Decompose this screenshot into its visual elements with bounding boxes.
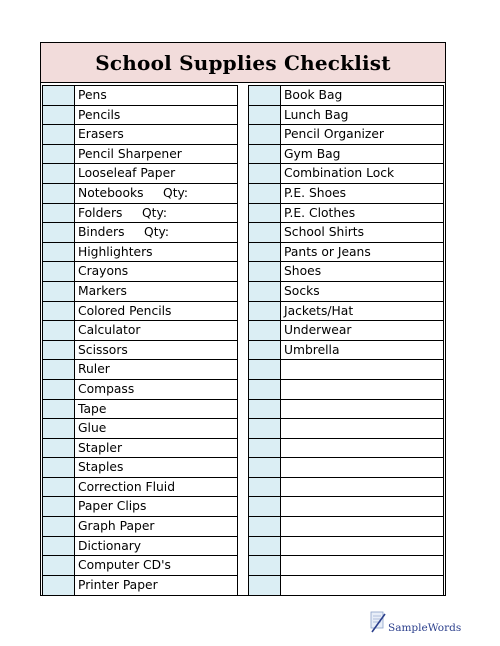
left-item-row <box>43 517 237 537</box>
right-item-row <box>249 262 443 282</box>
right-item-row <box>249 164 443 184</box>
left-item-row <box>43 400 237 420</box>
checkbox[interactable] <box>249 439 281 458</box>
checkbox[interactable] <box>43 497 75 516</box>
item-label <box>281 537 443 556</box>
checkbox[interactable] <box>249 517 281 536</box>
right-item-row <box>249 576 443 596</box>
checkbox[interactable] <box>249 145 281 164</box>
item-label: Paper Clips <box>78 499 147 514</box>
checkbox[interactable] <box>43 576 75 596</box>
right-item-row <box>249 302 443 322</box>
item-label: Notebooks Qty: <box>78 185 189 200</box>
right-item-row <box>249 497 443 517</box>
item-label: Socks <box>284 283 320 298</box>
left-item-row <box>43 556 237 576</box>
checkbox[interactable] <box>43 478 75 497</box>
item-label: Ruler <box>78 362 110 377</box>
item-label <box>281 439 443 458</box>
right-item-row <box>249 517 443 537</box>
checkbox[interactable] <box>43 243 75 262</box>
item-label <box>281 517 443 536</box>
item-label: Compass <box>78 381 135 396</box>
item-label: P.E. Shoes <box>284 185 347 200</box>
page-title: School Supplies Checklist <box>95 50 391 75</box>
item-label <box>281 419 443 438</box>
left-item-row <box>43 478 237 498</box>
right-item-row <box>249 184 443 204</box>
right-item-row <box>249 243 443 263</box>
item-label: Folders Qty: <box>78 205 167 220</box>
logo-text: SampleWords <box>388 622 462 634</box>
checkbox[interactable] <box>43 458 75 477</box>
checkbox[interactable] <box>249 164 281 183</box>
checkbox[interactable] <box>249 497 281 516</box>
checkbox[interactable] <box>43 556 75 575</box>
item-label: Underwear <box>284 323 352 338</box>
item-label: Glue <box>78 421 107 436</box>
checkbox[interactable] <box>43 204 75 223</box>
left-item-row <box>43 439 237 459</box>
left-item-row <box>43 184 237 204</box>
checkbox[interactable] <box>43 517 75 536</box>
right-item-row <box>249 145 443 165</box>
item-label: Colored Pencils <box>78 303 172 318</box>
checkbox[interactable] <box>249 380 281 399</box>
checkbox[interactable] <box>249 419 281 438</box>
right-item-row <box>249 86 443 106</box>
left-item-row <box>43 282 237 302</box>
item-label: Pencils <box>78 107 121 122</box>
checkbox[interactable] <box>249 537 281 556</box>
right-item-row <box>249 204 443 224</box>
left-item-row <box>43 497 237 517</box>
item-label <box>281 360 443 379</box>
checkbox[interactable] <box>249 282 281 301</box>
left-item-row <box>43 419 237 439</box>
checkbox[interactable] <box>249 184 281 203</box>
checkbox[interactable] <box>249 400 281 419</box>
checkbox[interactable] <box>43 145 75 164</box>
item-label: Pens <box>78 88 107 102</box>
checkbox[interactable] <box>249 556 281 575</box>
item-label <box>281 497 443 516</box>
checkbox[interactable] <box>43 184 75 203</box>
checkbox[interactable] <box>43 106 75 125</box>
right-item-row <box>249 360 443 380</box>
right-column <box>248 85 444 596</box>
left-item-row <box>43 86 237 106</box>
item-label: Jackets/Hat <box>284 303 354 318</box>
left-item-row <box>43 262 237 282</box>
left-item-row <box>43 360 237 380</box>
title-bar <box>41 43 445 83</box>
checkbox[interactable] <box>249 302 281 321</box>
item-label <box>281 400 443 419</box>
checkbox[interactable] <box>249 204 281 223</box>
right-item-row <box>249 125 443 145</box>
item-label: Dictionary <box>78 538 142 553</box>
item-label: Graph Paper <box>78 519 155 534</box>
item-label: Combination Lock <box>284 166 395 181</box>
item-label: Crayons <box>78 264 129 279</box>
checkbox[interactable] <box>43 360 75 379</box>
checkbox[interactable] <box>43 380 75 399</box>
checkbox[interactable] <box>43 400 75 419</box>
item-label: Printer Paper <box>78 577 158 592</box>
checkbox[interactable] <box>249 321 281 340</box>
checkbox[interactable] <box>43 439 75 458</box>
checkbox[interactable] <box>249 86 281 105</box>
right-item-row <box>249 400 443 420</box>
item-label: Correction Fluid <box>78 479 176 494</box>
left-item-row <box>43 145 237 165</box>
item-label: Highlighters <box>78 244 153 259</box>
item-label <box>281 576 443 596</box>
item-label: Stapler <box>78 440 123 455</box>
left-item-row <box>43 125 237 145</box>
checkbox[interactable] <box>43 302 75 321</box>
checklist-sheet <box>40 42 446 596</box>
checkbox[interactable] <box>43 125 75 144</box>
item-label: Pencil Sharpener <box>78 146 182 161</box>
right-item-row <box>249 223 443 243</box>
right-item-row <box>249 282 443 302</box>
item-label: Looseleaf Paper <box>78 166 176 181</box>
checkbox[interactable] <box>249 478 281 497</box>
left-item-row <box>43 341 237 361</box>
item-label <box>281 458 443 477</box>
right-item-row <box>249 419 443 439</box>
right-item-row <box>249 537 443 557</box>
item-label: Pants or Jeans <box>284 244 371 259</box>
left-item-row <box>43 302 237 322</box>
right-item-row <box>249 380 443 400</box>
item-label: School Shirts <box>284 225 365 240</box>
left-item-row <box>43 243 237 263</box>
checkbox[interactable] <box>43 262 75 281</box>
checkbox[interactable] <box>43 282 75 301</box>
checkbox[interactable] <box>249 125 281 144</box>
item-label: Staples <box>78 460 124 475</box>
checkbox[interactable] <box>43 164 75 183</box>
item-label: Lunch Bag <box>284 107 349 122</box>
checkbox[interactable] <box>249 360 281 379</box>
checkbox[interactable] <box>249 576 281 596</box>
item-label <box>281 478 443 497</box>
item-label: Pencil Organizer <box>284 127 384 142</box>
item-label: Book Bag <box>284 88 343 102</box>
left-item-row <box>43 458 237 478</box>
checkbox[interactable] <box>43 419 75 438</box>
pen-logo-icon <box>368 610 390 634</box>
right-item-row <box>249 458 443 478</box>
checkbox[interactable] <box>249 106 281 125</box>
checkbox[interactable] <box>43 223 75 242</box>
item-label: Gym Bag <box>284 146 341 161</box>
right-item-row <box>249 478 443 498</box>
right-item-row <box>249 556 443 576</box>
left-item-row <box>43 537 237 557</box>
item-label: Calculator <box>78 323 141 338</box>
checkbox[interactable] <box>249 262 281 281</box>
checkbox[interactable] <box>43 86 75 105</box>
left-item-row <box>43 380 237 400</box>
item-label: Markers <box>78 283 127 298</box>
item-label: Binders Qty: <box>78 225 170 240</box>
checkbox[interactable] <box>43 341 75 360</box>
left-item-row <box>43 164 237 184</box>
checkbox[interactable] <box>43 321 75 340</box>
left-item-row <box>43 204 237 224</box>
right-item-row <box>249 341 443 361</box>
item-label: Umbrella <box>284 342 340 357</box>
right-item-row <box>249 439 443 459</box>
item-label: Shoes <box>284 264 322 279</box>
item-label: Erasers <box>78 127 124 142</box>
checkbox[interactable] <box>249 341 281 360</box>
item-label: Scissors <box>78 342 128 357</box>
left-item-row <box>43 321 237 341</box>
item-label <box>281 556 443 575</box>
checkbox[interactable] <box>249 243 281 262</box>
right-item-row <box>249 106 443 126</box>
item-label: Tape <box>78 401 107 416</box>
item-label: Computer CD's <box>78 558 171 573</box>
left-item-row <box>43 223 237 243</box>
left-column <box>42 85 238 596</box>
item-label: P.E. Clothes <box>284 205 356 220</box>
checkbox[interactable] <box>249 458 281 477</box>
left-item-row <box>43 106 237 126</box>
left-item-row <box>43 576 237 596</box>
checkbox[interactable] <box>43 537 75 556</box>
samplewords-logo <box>368 610 461 634</box>
checkbox[interactable] <box>249 223 281 242</box>
right-item-row <box>249 321 443 341</box>
item-label <box>281 380 443 399</box>
